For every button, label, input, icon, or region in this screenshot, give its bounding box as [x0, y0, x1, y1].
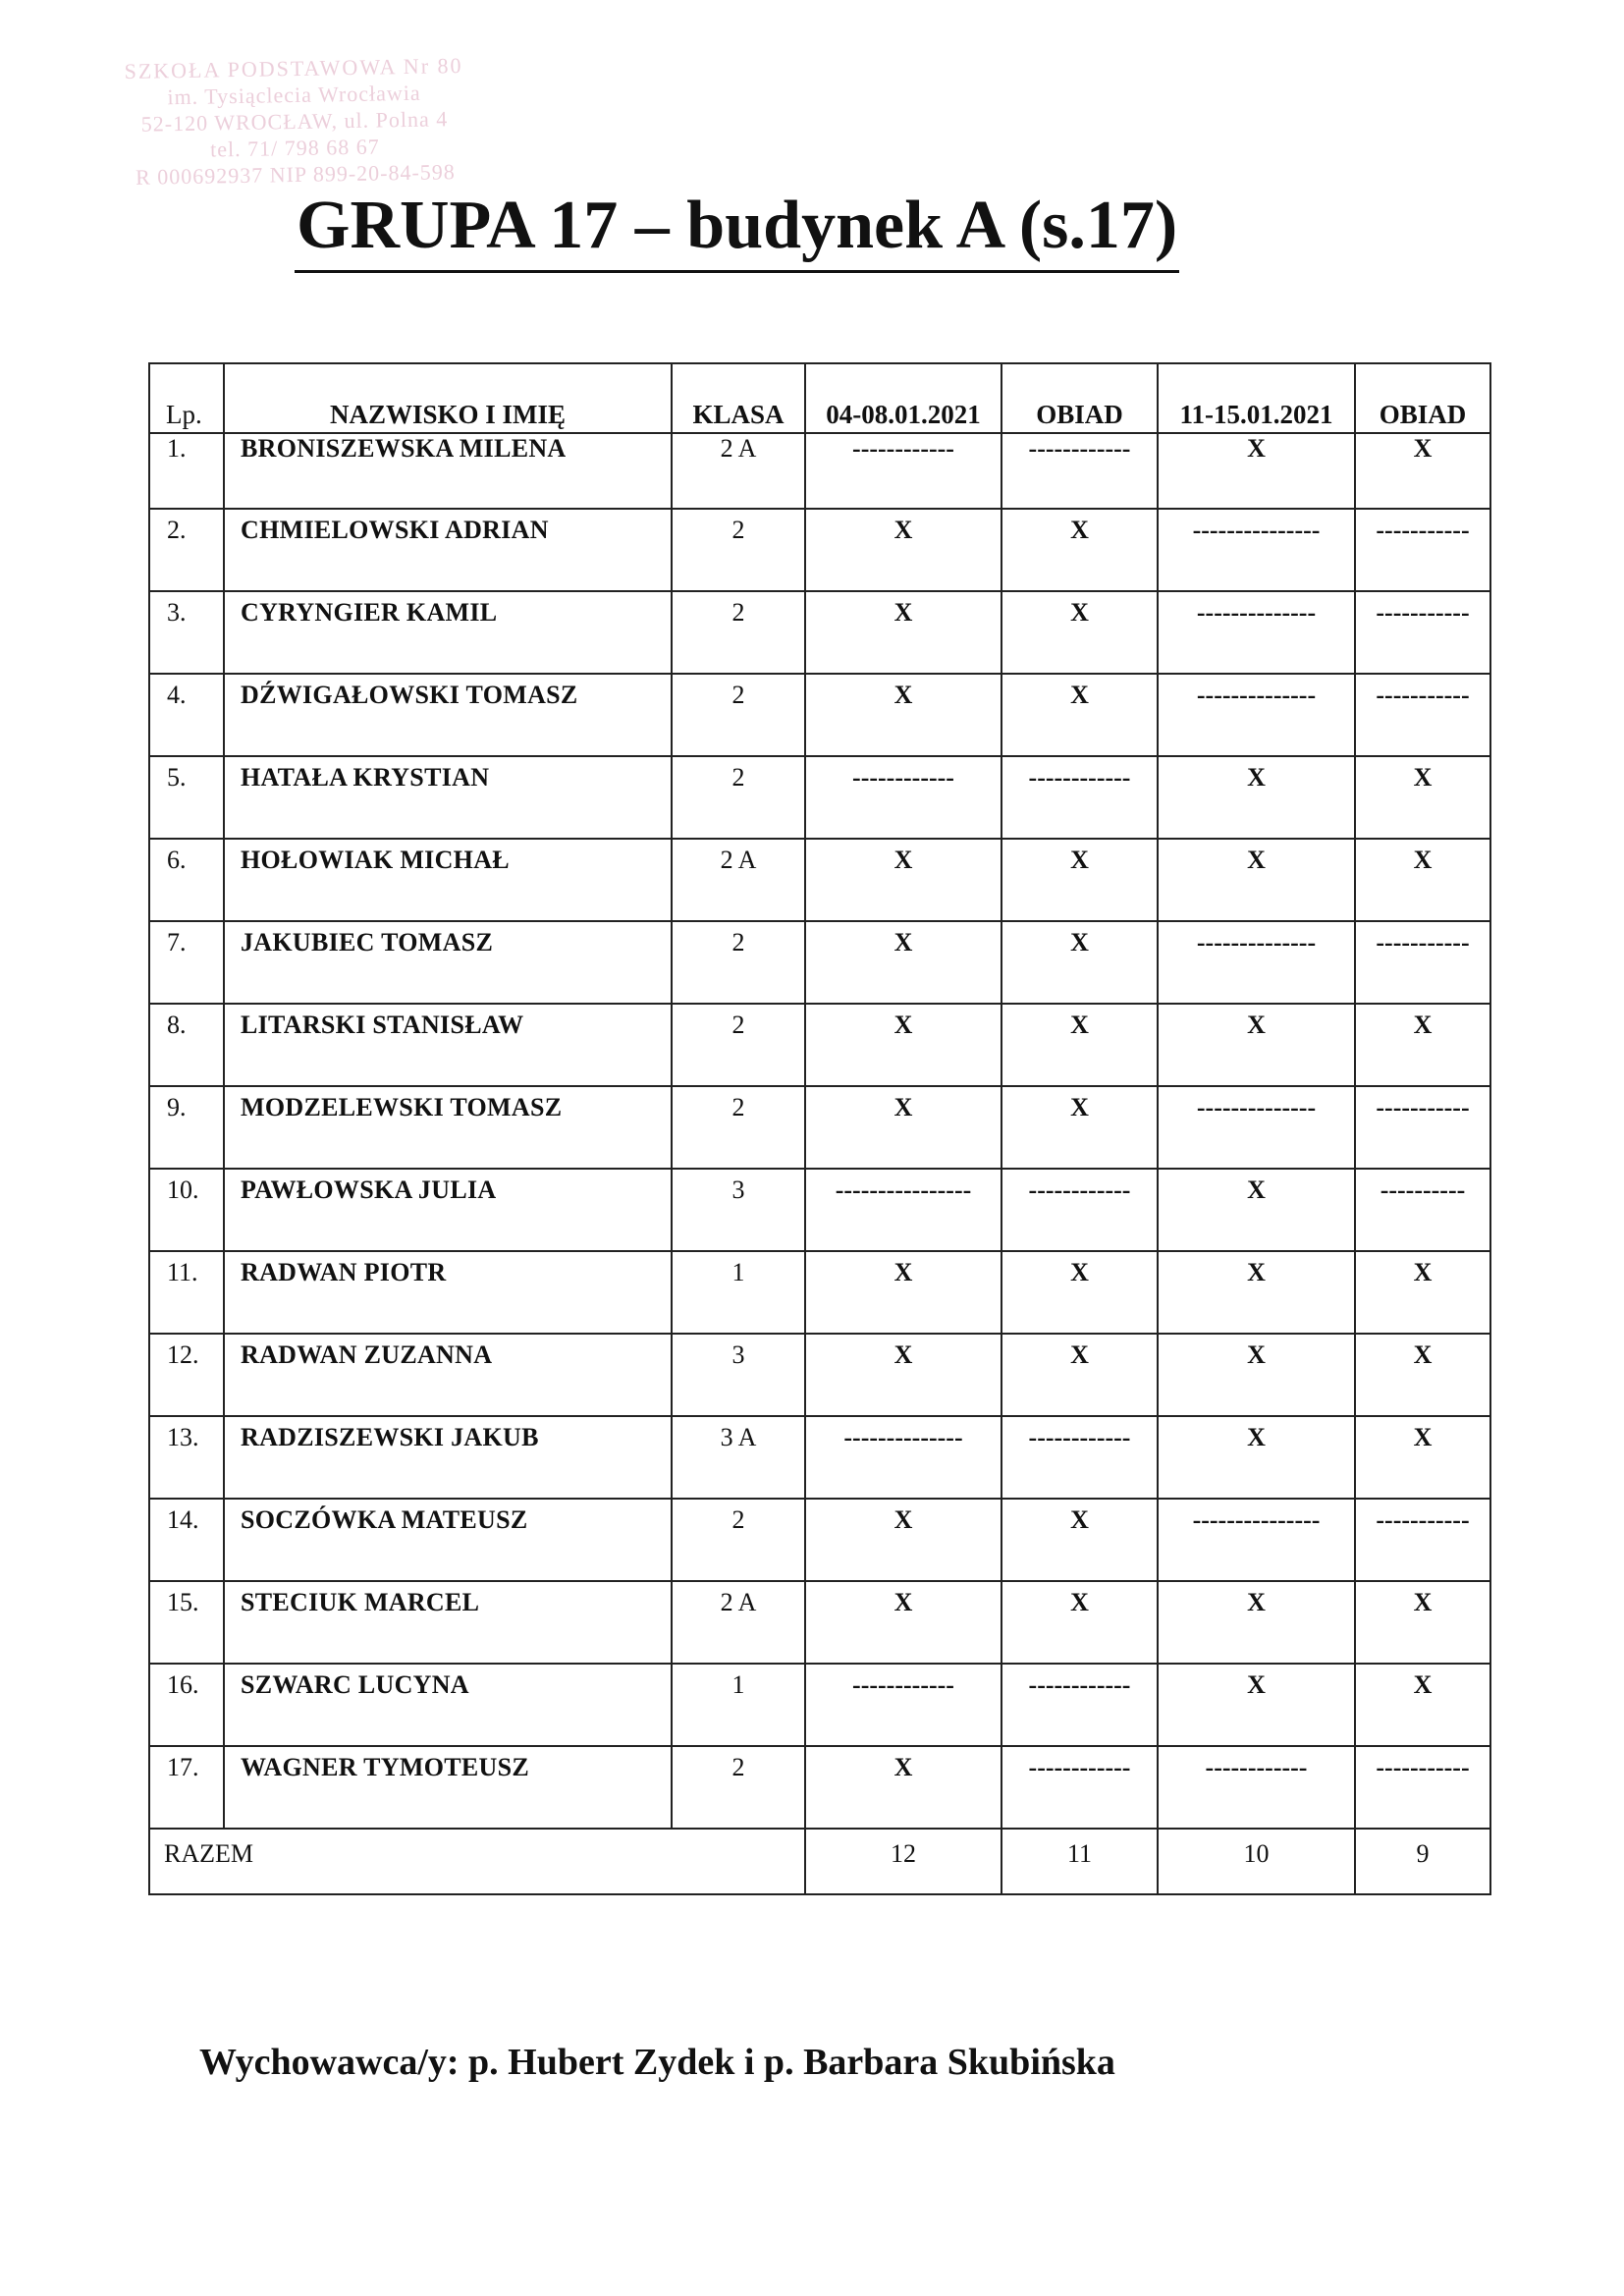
- cell-obiad1: ------------: [1001, 1416, 1158, 1499]
- cell-lp: 8.: [149, 1004, 224, 1086]
- cell-klasa: 2: [672, 1004, 805, 1086]
- header-name: NAZWISKO I IMIĘ: [224, 363, 672, 433]
- cell-name: RADWAN ZUZANNA: [224, 1334, 672, 1416]
- cell-week1: X: [805, 1251, 1001, 1334]
- cell-week1: X: [805, 921, 1001, 1004]
- table-row: [149, 756, 1490, 839]
- cell-lp: 3.: [149, 591, 224, 674]
- cell-obiad2: X: [1355, 433, 1490, 509]
- cell-obiad1: ------------: [1001, 756, 1158, 839]
- cell-name: JAKUBIEC TOMASZ: [224, 921, 672, 1004]
- cell-name: CYRYNGIER KAMIL: [224, 591, 672, 674]
- cell-lp: 17.: [149, 1746, 224, 1829]
- cell-lp: 15.: [149, 1581, 224, 1664]
- cell-name: SZWARC LUCYNA: [224, 1664, 672, 1746]
- cell-obiad1: ------------: [1001, 1746, 1158, 1829]
- cell-name: LITARSKI STANISŁAW: [224, 1004, 672, 1086]
- cell-week1: X: [805, 1581, 1001, 1664]
- cell-lp: 6.: [149, 839, 224, 921]
- cell-obiad2: X: [1355, 1334, 1490, 1416]
- cell-name: SOCZÓWKA MATEUSZ: [224, 1499, 672, 1581]
- cell-obiad1: X: [1001, 921, 1158, 1004]
- cell-lp: 14.: [149, 1499, 224, 1581]
- cell-week1: --------------: [805, 1416, 1001, 1499]
- cell-obiad2: -----------: [1355, 1086, 1490, 1169]
- cell-klasa: 2 A: [672, 1581, 805, 1664]
- cell-klasa: 2 A: [672, 433, 805, 509]
- table-row: [149, 921, 1490, 1004]
- cell-week1: ------------: [805, 756, 1001, 839]
- cell-lp: 2.: [149, 509, 224, 591]
- cell-klasa: 2: [672, 1086, 805, 1169]
- cell-week2: X: [1158, 756, 1355, 839]
- cell-name: PAWŁOWSKA JULIA: [224, 1169, 672, 1251]
- teachers-footer: Wychowawca/y: p. Hubert Zydek i p. Barbara Skubińska: [199, 2042, 1115, 2083]
- cell-lp: 11.: [149, 1251, 224, 1334]
- cell-week2: ---------------: [1158, 509, 1355, 591]
- stamp-line: R 000692937 NIP 899-20-84-598: [135, 159, 457, 190]
- total-obiad1: 11: [1001, 1829, 1158, 1894]
- cell-name: HATAŁA KRYSTIAN: [224, 756, 672, 839]
- total-week1: 12: [805, 1829, 1001, 1894]
- cell-week2: ------------: [1158, 1746, 1355, 1829]
- table-row: [149, 674, 1490, 756]
- cell-name: BRONISZEWSKA MILENA: [224, 433, 672, 509]
- table-row: [149, 1334, 1490, 1416]
- table-row: [149, 1004, 1490, 1086]
- cell-obiad1: X: [1001, 1499, 1158, 1581]
- cell-obiad1: X: [1001, 1004, 1158, 1086]
- cell-klasa: 2: [672, 756, 805, 839]
- table-row: [149, 1169, 1490, 1251]
- cell-klasa: 1: [672, 1664, 805, 1746]
- cell-obiad2: X: [1355, 839, 1490, 921]
- header-week1: 04-08.01.2021: [805, 363, 1001, 433]
- cell-obiad2: -----------: [1355, 674, 1490, 756]
- totals-row: [149, 1829, 1490, 1894]
- cell-obiad1: X: [1001, 1086, 1158, 1169]
- cell-obiad2: -----------: [1355, 509, 1490, 591]
- table-row: [149, 509, 1490, 591]
- table-row: [149, 1746, 1490, 1829]
- cell-klasa: 3 A: [672, 1416, 805, 1499]
- cell-klasa: 3: [672, 1169, 805, 1251]
- cell-week2: X: [1158, 1004, 1355, 1086]
- cell-name: MODZELEWSKI TOMASZ: [224, 1086, 672, 1169]
- cell-week2: X: [1158, 1169, 1355, 1251]
- cell-week2: X: [1158, 839, 1355, 921]
- cell-obiad2: ----------: [1355, 1169, 1490, 1251]
- cell-week1: X: [805, 1499, 1001, 1581]
- cell-obiad1: X: [1001, 1581, 1158, 1664]
- cell-obiad1: X: [1001, 1334, 1158, 1416]
- cell-lp: 5.: [149, 756, 224, 839]
- cell-week1: X: [805, 1086, 1001, 1169]
- cell-obiad2: X: [1355, 756, 1490, 839]
- cell-klasa: 2: [672, 591, 805, 674]
- cell-klasa: 2: [672, 674, 805, 756]
- table-row: [149, 1086, 1490, 1169]
- cell-lp: 13.: [149, 1416, 224, 1499]
- table-row: [149, 1416, 1490, 1499]
- total-week2: 10: [1158, 1829, 1355, 1894]
- table-row: [149, 839, 1490, 921]
- cell-klasa: 1: [672, 1251, 805, 1334]
- cell-klasa: 2: [672, 509, 805, 591]
- stamp-line: tel. 71/ 798 68 67: [209, 134, 380, 162]
- cell-week2: X: [1158, 1334, 1355, 1416]
- cell-lp: 10.: [149, 1169, 224, 1251]
- cell-lp: 9.: [149, 1086, 224, 1169]
- cell-obiad1: X: [1001, 509, 1158, 591]
- table-row: [149, 591, 1490, 674]
- table-row: [149, 1251, 1490, 1334]
- cell-klasa: 3: [672, 1334, 805, 1416]
- cell-week1: X: [805, 1334, 1001, 1416]
- stamp-line: 52-120 WROCŁAW, ul. Polna 4: [140, 106, 449, 137]
- cell-obiad2: -----------: [1355, 1499, 1490, 1581]
- cell-week2: X: [1158, 1664, 1355, 1746]
- cell-week1: X: [805, 839, 1001, 921]
- cell-name: CHMIELOWSKI ADRIAN: [224, 509, 672, 591]
- totals-label: RAZEM: [149, 1829, 805, 1894]
- cell-obiad2: X: [1355, 1664, 1490, 1746]
- cell-obiad2: -----------: [1355, 921, 1490, 1004]
- group-roster-table: [148, 362, 1491, 1895]
- cell-obiad1: ------------: [1001, 433, 1158, 509]
- cell-klasa: 2 A: [672, 839, 805, 921]
- cell-obiad2: X: [1355, 1581, 1490, 1664]
- cell-klasa: 2: [672, 921, 805, 1004]
- cell-obiad2: X: [1355, 1416, 1490, 1499]
- cell-lp: 1.: [149, 433, 224, 509]
- cell-obiad1: X: [1001, 839, 1158, 921]
- school-stamp: [58, 51, 531, 191]
- cell-name: WAGNER TYMOTEUSZ: [224, 1746, 672, 1829]
- cell-obiad1: ------------: [1001, 1169, 1158, 1251]
- table-row: [149, 1581, 1490, 1664]
- cell-week2: X: [1158, 1416, 1355, 1499]
- table-row: [149, 433, 1490, 509]
- cell-obiad2: -----------: [1355, 1746, 1490, 1829]
- cell-week1: X: [805, 674, 1001, 756]
- cell-name: STECIUK MARCEL: [224, 1581, 672, 1664]
- cell-name: RADWAN PIOTR: [224, 1251, 672, 1334]
- cell-week1: X: [805, 1004, 1001, 1086]
- cell-obiad1: X: [1001, 1251, 1158, 1334]
- page-title: GRUPA 17 – budynek A (s.17): [295, 182, 1179, 273]
- cell-name: DŹWIGAŁOWSKI TOMASZ: [224, 674, 672, 756]
- cell-name: HOŁOWIAK MICHAŁ: [224, 839, 672, 921]
- cell-lp: 7.: [149, 921, 224, 1004]
- total-obiad2: 9: [1355, 1829, 1490, 1894]
- stamp-line: im. Tysiąclecia Wrocławia: [167, 80, 421, 110]
- table-row: [149, 1499, 1490, 1581]
- cell-obiad2: -----------: [1355, 591, 1490, 674]
- cell-week2: --------------: [1158, 591, 1355, 674]
- cell-week2: X: [1158, 1581, 1355, 1664]
- cell-week2: --------------: [1158, 674, 1355, 756]
- cell-lp: 16.: [149, 1664, 224, 1746]
- cell-week2: --------------: [1158, 1086, 1355, 1169]
- cell-week1: X: [805, 1746, 1001, 1829]
- cell-week1: ------------: [805, 433, 1001, 509]
- header-week2: 11-15.01.2021: [1158, 363, 1355, 433]
- header-lp: Lp.: [149, 363, 224, 433]
- cell-week1: ----------------: [805, 1169, 1001, 1251]
- cell-obiad2: X: [1355, 1251, 1490, 1334]
- cell-week2: X: [1158, 1251, 1355, 1334]
- cell-week1: X: [805, 509, 1001, 591]
- table-header-row: [149, 363, 1490, 433]
- table-row: [149, 1664, 1490, 1746]
- cell-week2: ---------------: [1158, 1499, 1355, 1581]
- cell-obiad2: X: [1355, 1004, 1490, 1086]
- cell-name: RADZISZEWSKI JAKUB: [224, 1416, 672, 1499]
- cell-obiad1: ------------: [1001, 1664, 1158, 1746]
- header-obiad2: OBIAD: [1355, 363, 1490, 433]
- header-obiad1: OBIAD: [1001, 363, 1158, 433]
- cell-lp: 4.: [149, 674, 224, 756]
- cell-lp: 12.: [149, 1334, 224, 1416]
- cell-klasa: 2: [672, 1746, 805, 1829]
- cell-obiad1: X: [1001, 674, 1158, 756]
- cell-obiad1: X: [1001, 591, 1158, 674]
- header-klasa: KLASA: [672, 363, 805, 433]
- cell-week1: X: [805, 591, 1001, 674]
- cell-week2: --------------: [1158, 921, 1355, 1004]
- cell-klasa: 2: [672, 1499, 805, 1581]
- cell-week1: ------------: [805, 1664, 1001, 1746]
- cell-week2: X: [1158, 433, 1355, 509]
- stamp-line: SZKOŁA PODSTAWOWA Nr 80: [124, 52, 463, 84]
